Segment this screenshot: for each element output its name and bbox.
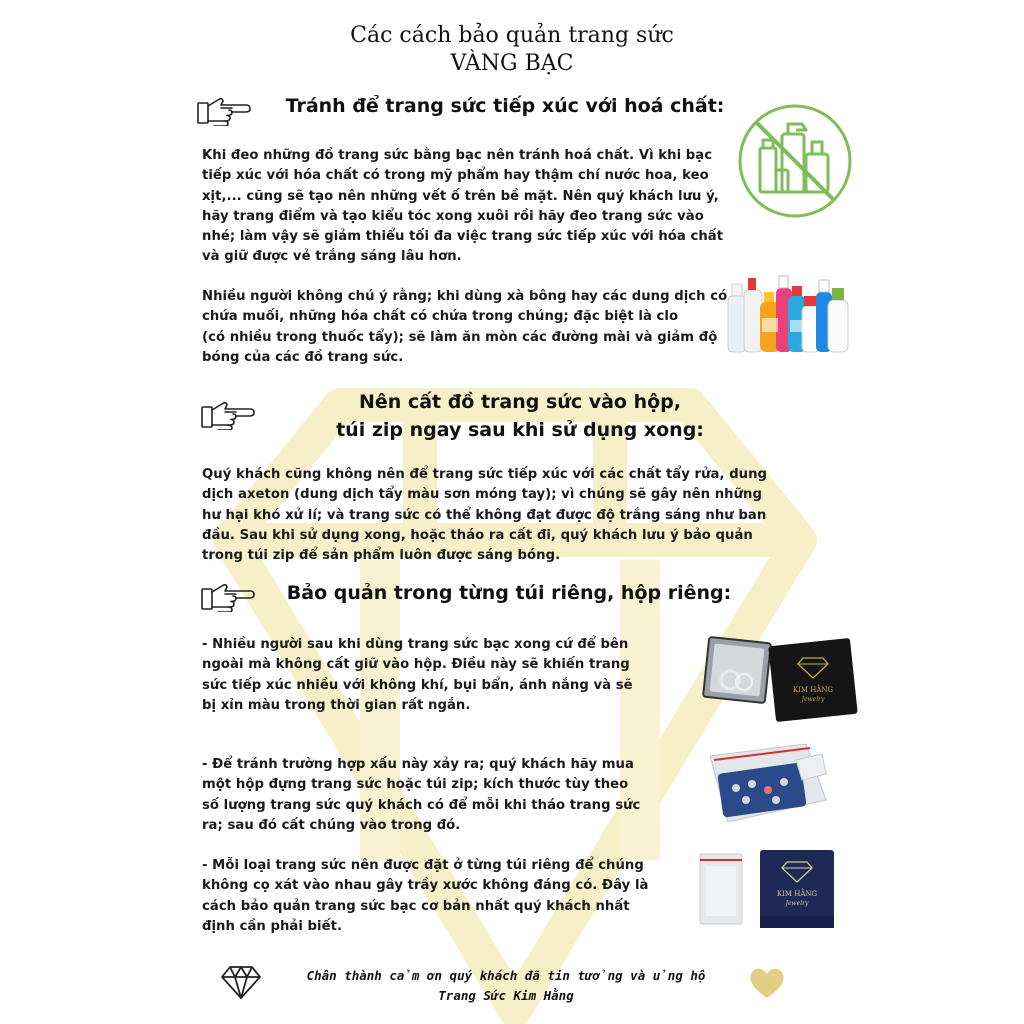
paragraph-line: một hộp đựng trang sức hoặc túi zip; kích thước tùy theo	[202, 777, 629, 793]
section3-heading: Bảo quản trong từng túi riêng, hộp riêng:	[286, 582, 732, 604]
section3-paragraph1	[202, 635, 662, 716]
footer-thanks: Chân thành cảm ơn quý khách đã tin tưởng và ủng hộ	[306, 968, 706, 983]
paragraph-line: không cọ xát vào nhau gây trầy xước không đáng có. Đây là	[202, 878, 649, 894]
no-chemicals-icon	[736, 102, 854, 220]
zip-bags-image	[706, 740, 830, 826]
paragraph-line: xịt,... cũng sẽ tạo nên những vết ố trên bề mặt. Nên quý khách lưu ý,	[202, 188, 719, 204]
paragraph-line: tiếp xúc với hóa chất có trong mỹ phẩm hay thậm chí nước hoa, keo	[202, 168, 709, 184]
paragraph-line: trong túi zip để sản phẩm luôn được sáng bóng.	[202, 548, 561, 564]
page-subtitle: VÀNG BẠC	[450, 51, 574, 76]
section3-paragraph2	[202, 755, 662, 836]
section2-paragraph	[202, 465, 782, 566]
section1-paragraph1	[202, 146, 722, 268]
paragraph-line: Quý khách cũng không nên để trang sức tiếp xúc với các chất tẩy rửa, dung	[202, 467, 768, 482]
paragraph-line: bóng của các đồ trang sức.	[202, 349, 404, 365]
paragraph-line: - Mỗi loại trang sức nên được đặt ở từng túi riêng để chúng	[202, 858, 644, 873]
diamond-icon	[220, 964, 262, 1000]
footer-brand: Trang Sức Kim Hằng	[438, 988, 574, 1003]
paragraph-line: số lượng trang sức quý khách có để mỗi khi tháo trang sức	[202, 797, 641, 813]
paragraph-line: bị xỉn màu trong thời gian rất ngắn.	[202, 697, 471, 713]
ring-box-image	[700, 632, 860, 724]
paragraph-line: Khi đeo những đồ trang sức bằng bạc nên tránh hoá chất. Vì khi bạc	[202, 148, 713, 163]
paragraph-line: cách bảo quản trang sức bạc cơ bản nhất quý khách nhất	[202, 898, 630, 914]
pointing-hand-icon	[200, 580, 256, 612]
paragraph-line: đầu. Sau khi sử dụng xong, hoặc tháo ra cất đi, quý khách lưu ý bảo quản	[202, 527, 753, 543]
pointing-hand-icon	[196, 94, 252, 126]
paragraph-line: định cần phải biết.	[202, 918, 343, 934]
brand-name: KIM HẰNG	[792, 686, 834, 694]
paragraph-line: và giữ được vẻ trắng sáng lâu hơn.	[202, 249, 462, 265]
paragraph-line: dịch axeton (dung dịch tẩy màu sơn móng tay); vì chúng sẽ gây nên những	[202, 487, 762, 503]
navy-box-image	[696, 846, 846, 932]
paragraph-line: nhé; làm vậy sẽ giảm thiểu tối đa việc trang sức tiếp xúc với hóa chất	[202, 229, 724, 245]
paragraph-line: chứa muối, những hóa chất có chứa trong chúng; đặc biệt là clo	[202, 309, 679, 325]
paragraph-line: hãy trang điểm và tạo kiểu tóc xong xuôi rồi hãy đeo trang sức vào	[202, 208, 704, 224]
section1-paragraph2	[202, 287, 728, 368]
paragraph-line: ra; sau đó cất chúng vào trong đó.	[202, 817, 461, 833]
paragraph-line: - Để tránh trường hợp xấu này xảy ra; quý khách hãy mua	[202, 757, 634, 772]
paragraph-line: hư hại khó xử lí; và trang sức có thể không đạt được độ trắng sáng như ban	[202, 507, 767, 523]
pointing-hand-icon	[200, 398, 256, 430]
section2-heading-line2: túi zip ngay sau khi sử dụng xong:	[336, 419, 704, 441]
brand-tagline: Jewelry	[801, 696, 825, 703]
paragraph-line: (có nhiều trong thuốc tẩy); sẽ làm ăn mòn các đường mài và giảm độ	[202, 329, 718, 345]
page-title: Các cách bảo quản trang sức	[350, 23, 674, 48]
section3-paragraph3	[202, 856, 662, 937]
cleaning-bottles-image	[722, 266, 854, 358]
heart-icon	[748, 966, 786, 1000]
section1-heading: Tránh để trang sức tiếp xúc với hoá chất:	[285, 95, 725, 117]
paragraph-line: ngoài mà không cất giữ vào hộp. Điều này sẽ khiến trang	[202, 657, 630, 673]
paragraph-line: Nhiều người không chú ý rằng; khi dùng xà bông hay các dung dịch có	[202, 289, 728, 304]
paragraph-line: - Nhiều người sau khi dùng trang sức bạc xong cứ để bên	[202, 637, 629, 652]
brand-name: KIM HẰNG	[776, 890, 818, 898]
paragraph-line: sức tiếp xúc nhiều với không khí, bụi bẩn, ánh nắng và sẽ	[202, 677, 633, 693]
section2-heading-line1: Nên cất đồ trang sức vào hộp,	[359, 391, 681, 413]
brand-tagline: Jewelry	[785, 900, 809, 907]
